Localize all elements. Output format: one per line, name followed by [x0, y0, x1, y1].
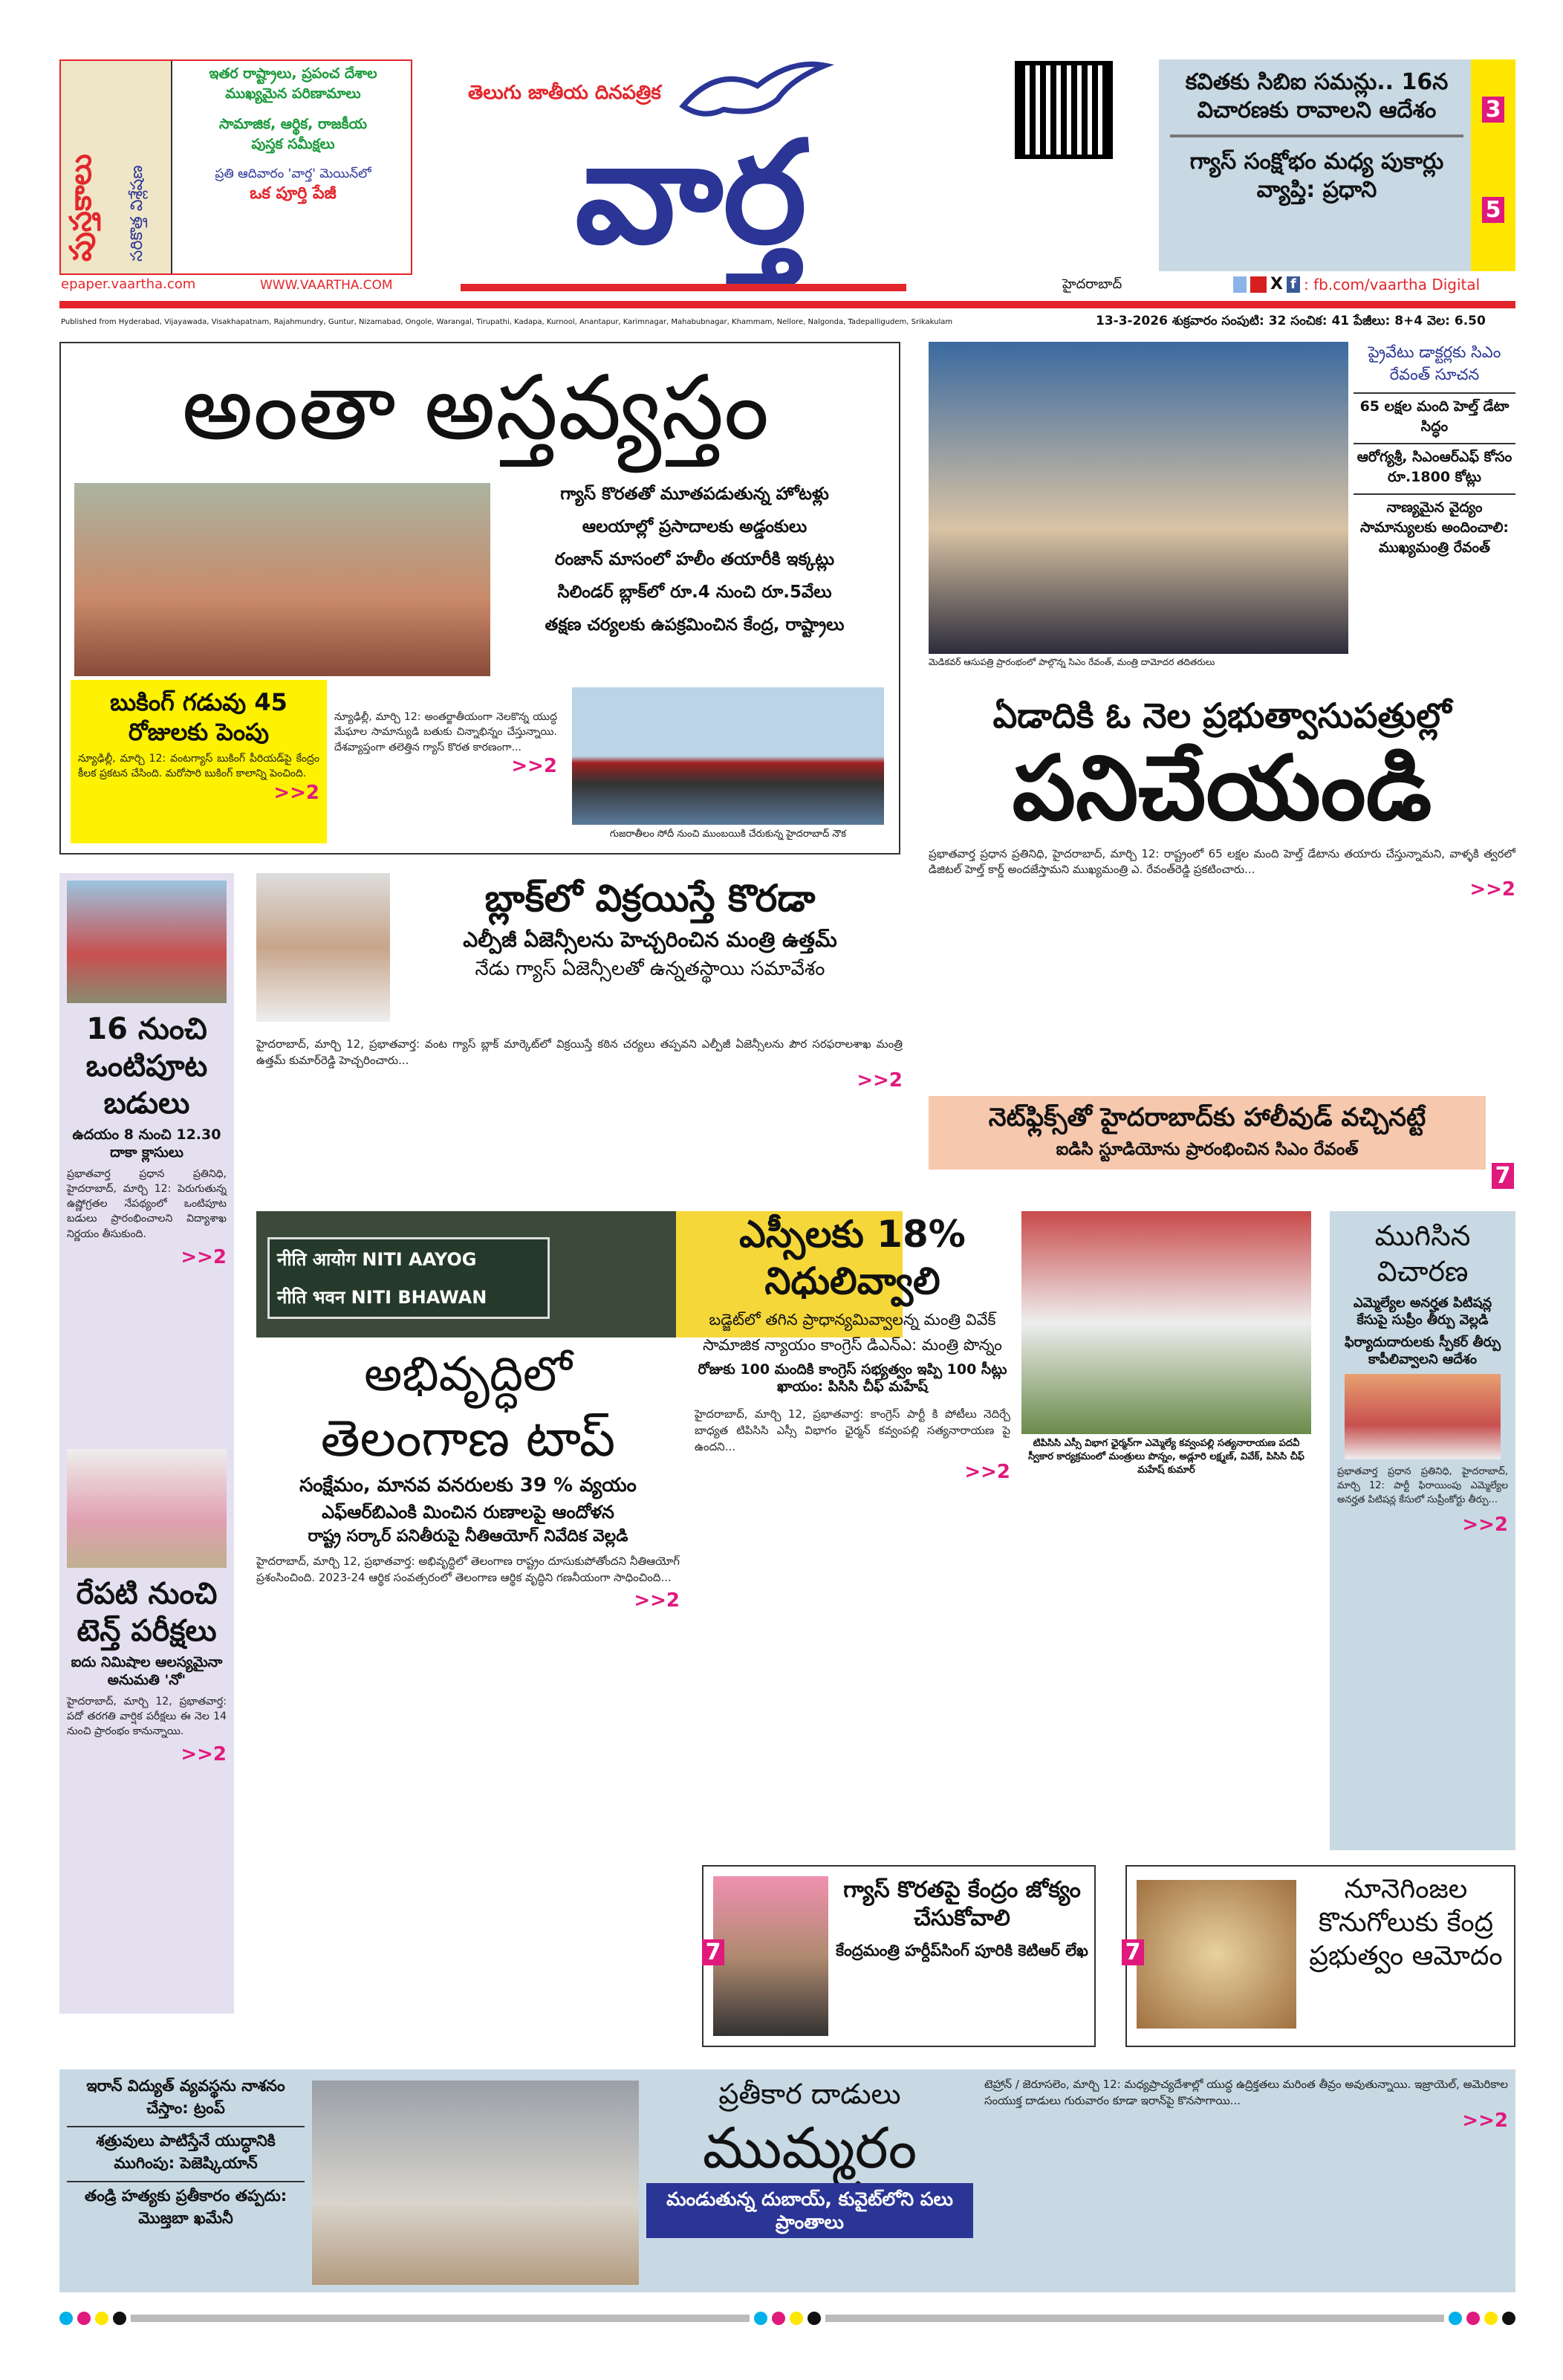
cm-side-item: 65 లక్షల మంది హెల్త్ డేటా సిద్ధం — [1354, 398, 1515, 444]
youtube-icon[interactable] — [1250, 276, 1267, 293]
cm-photo — [929, 342, 1348, 654]
war-headline[interactable]: ముమ్మరం — [702, 2114, 917, 2181]
niti-more[interactable]: >>2 — [634, 1589, 680, 1612]
ship-caption: గుజరాతీలం సోదీ నుంచి ముంబయికి చేరుకున్న హైదరాబాద్ నౌక — [609, 829, 847, 840]
facebook-icon[interactable]: f — [1287, 276, 1300, 293]
ktr-photo — [713, 1876, 828, 2036]
grains-headline[interactable]: నూనెగింజల కొనుగోలుకు కేంద్ర ప్రభుత్వం ఆమోదం — [1309, 1874, 1503, 1971]
promo-line: సామాజిక, ఆర్థిక, రాజకీయ — [218, 116, 368, 132]
war-body: టెహ్రాన్ / జెరూసలెం, మార్చి 12: మధ్యప్రాచ్యదేశాల్లో యుద్ధ ఉద్రిక్తతలు మరింత తీవ్రం అవుతున్నాయి. ఇజ్రాయెల్, అమెరికాల సంయుక్త దాడులు గురువారం కూడా ఇరాన్‌పై కొనసాగాయి... — [984, 2078, 1508, 2107]
uttam-sub2: నేడు గ్యాస్ ఏజెన్సీలతో ఉన్నతస్థాయి సమావేశం — [475, 957, 825, 980]
lead-headline[interactable]: అంతా అస్తవ్యస్తం — [181, 357, 770, 460]
cm-side-item: నాణ్యమైన వైద్యం సామాన్యులకు అందించాలి: ముఖ్యమంత్రి రేవంత్ — [1360, 499, 1509, 556]
war-photo — [312, 2081, 639, 2285]
sc-sub2: సామాజిక న్యాయం కాంగ్రెస్ డిఎన్‌ఎ: మంత్రి పొన్నం — [703, 1336, 1002, 1355]
exam-headline[interactable]: రేపటి నుంచి టెన్త్ పరీక్షలు — [76, 1577, 218, 1648]
uttam-headline[interactable]: బ్లాక్‌లో విక్రయిస్తే కొరడా — [484, 877, 816, 920]
lead-bullet: తక్షణ చర్యలకు ఉపక్రమించిన కేంద్ర, రాష్ట్రాలు — [545, 615, 845, 635]
grains-photo — [1137, 1880, 1296, 2029]
logo-underline — [461, 284, 906, 291]
lead-bullet: రంజాన్ మాసంలో హలీం తయారీకి ఇక్కట్లు — [554, 550, 835, 569]
teaser-1-page: 3 — [1482, 97, 1504, 123]
exam-body: హైదరాబాద్, మార్చి 12, ప్రభాతవార్త: పదో తరగతి వార్షిక పరీక్షలు ఈ నెల 14 నుంచి ప్రారంభం కానున్నాయి. — [67, 1695, 227, 1738]
ktr-page: 7 — [702, 1939, 724, 1965]
netflix-page: 7 — [1492, 1163, 1514, 1189]
netflix-box — [929, 1096, 1486, 1170]
niti-sub2: ఎఫ్‌ఆర్‌బిఎంకి మించిన రుణాలపై ఆందోళన — [322, 1501, 614, 1523]
niti-sub3: రాష్ట్ర సర్కార్ పనితీరుపై నీతిఆయోగ్ నివేదిక వెల్లడి — [308, 1526, 628, 1546]
sc-body: హైదరాబాద్, మార్చి 12, ప్రభాతవార్త: కాంగ్రెస్ పార్టీ కి పోటీలు నెదిర్చే బాధ్యత టిపిసిసి ఎస్సీ విభాగం ఛైర్మన్ కవ్వంపల్లి సత్యనారాయణ పై ఉందని... — [695, 1407, 1010, 1453]
booking-box — [71, 680, 327, 843]
masthead-city: హైదరాబాద్ — [1062, 276, 1122, 292]
sc-more[interactable]: >>2 — [964, 1461, 1010, 1484]
promo-box — [59, 59, 412, 275]
sc-headline[interactable]: ఎస్సీలకు 18% నిధులివ్వాలి — [739, 1213, 966, 1303]
grains-page: 7 — [1122, 1939, 1144, 1965]
promo-sub: సరికొత్త విశ్లేషణ — [128, 165, 146, 262]
teaser-2[interactable]: గ్యాస్ సంక్షోభం మధ్య పుకార్లు వ్యాప్తి: ప్రధాని — [1189, 149, 1444, 203]
uttam-photo — [256, 873, 390, 1022]
school-body: ప్రభాతవార్త ప్రధాన ప్రతినిధి, హైదరాబాద్, మార్చి 12: పెరుగుతున్న ఉష్ణోగ్రతల నేపథ్యంలో ఒంటిపూట బడులు ప్రారంభించాలని విద్యాశాఖ నిర్ణయం తీసుకుంది. — [67, 1167, 227, 1240]
inquiry-headline[interactable]: ముగిసిన విచారణ — [1374, 1219, 1471, 1288]
niti-sign-2: नीति भवन NITI BHAWAN — [277, 1287, 487, 1308]
teaser-1[interactable]: కవితకు సిబిఐ సమన్లు.. 16న విచారణకు రావాలని ఆదేశం — [1185, 69, 1449, 123]
lead-photo-ship — [572, 687, 884, 825]
booking-more[interactable]: >>2 — [273, 781, 319, 804]
promo-line: పుస్తక సమీక్షలు — [251, 136, 335, 152]
booking-headline[interactable]: బుకింగ్ గడువు 45 రోజులకు పెంపు — [110, 688, 287, 746]
color-registration-marks — [59, 2311, 1515, 2326]
x-icon[interactable]: X — [1270, 275, 1283, 294]
niti-body: హైదరాబాద్, మార్చి 12, ప్రభాతవార్త: అభివృద్ధిలో తెలంగాణ రాష్ట్రం దూసుకుపోతోందని నీతిఆయోగ్ ప్రశంసించింది. 2023-24 ఆర్థిక సంవత్సరంలో తెలంగాణ ఆర్థిక వృద్ధిని గణనీయంగా సాధించింది... — [256, 1554, 680, 1584]
masthead-tagline: తెలుగు జాతీయ దినపత్రిక — [468, 82, 661, 104]
inquiry-sub2: ఫిర్యాదుదారులకు స్పీకర్ తీర్పు కాపీలివ్వాలని ఆదేశం — [1344, 1335, 1501, 1367]
niti-headline[interactable]: తెలంగాణ టాప్ — [320, 1410, 616, 1468]
niti-sign-1: नीति आयोग NITI AAYOG — [277, 1249, 477, 1270]
promo-line: ఇతర రాష్ట్రాలు, ప్రపంచ దేశాల — [209, 65, 377, 82]
cm-caption: మెడికవర్ ఆసుపత్రి ప్రారంభంలో పాల్గొన్న సిఎం రేవంత్, మంత్రి దామోదర తదితరులు — [929, 657, 1215, 667]
website-link[interactable]: WWW.VAARTHA.COM — [260, 278, 393, 293]
sc-photo — [1021, 1211, 1311, 1434]
niti-sub1: సంక్షేమం, మానవ వనరులకు 39 % వ్యయం — [299, 1474, 637, 1497]
niti-kicker[interactable]: అభివృద్ధిలో — [364, 1347, 572, 1402]
sc-sub1: బడ్జెట్‌లో తగిన ప్రాధాన్యమివ్వాలన్న మంత్రి వివేక్ — [709, 1311, 996, 1329]
school-headline[interactable]: 16 నుంచి ఒంటిపూట బడులు — [85, 1012, 208, 1121]
social-handle[interactable]: : fb.com/vaartha Digital — [1303, 275, 1481, 294]
school-more[interactable]: >>2 — [181, 1245, 227, 1268]
qr-code[interactable] — [1019, 65, 1108, 155]
sc-caption: టిపిసిసి ఎస్సీ విభాగ ఛైర్మన్‌గా ఎమ్మెల్యే కవ్వంపల్లి సత్యనారాయణ పదవీ స్వీకార కార్యక్రమంలో మంత్రులు పొన్నం, అడ్లూరి లక్ష్మణ్, వివేక్, పిసిసి చీఫ్ మహేష్ కుమార్ — [1028, 1438, 1304, 1476]
booking-body: న్యూఢిల్లీ, మార్చి 12: వంటగ్యాస్ బుకింగ్ పీరియడ్‌పై కేంద్రం కీలక ప్రకటన చేసింది. మరోసారి బుకింగ్ కాలాన్ని పెంచింది. — [78, 753, 319, 780]
lead-bullet: గ్యాస్ కొరతతో మూతపడుతున్న హోటళ్లు — [560, 484, 829, 504]
cm-kicker[interactable]: ఏడాదికి ఓ నెల ప్రభుత్వాసుపత్రుల్లో — [992, 695, 1452, 736]
promo-title: పుస్తకాలు — [64, 154, 98, 262]
promo-line: ముఖ్యమైన పరిణామాలు — [225, 85, 361, 102]
promo-highlight: ఒక పూర్తి పేజీ — [250, 184, 337, 203]
supreme-court-photo — [1345, 1374, 1501, 1459]
cm-headline[interactable]: పనిచేయండి — [1012, 736, 1432, 840]
war-sub: మండుతున్న దుబాయ్, కువైట్‌లోని పలు ప్రాంతాలు — [646, 2183, 973, 2239]
uttam-body: హైదరాబాద్, మార్చి 12, ప్రభాతవార్త: వంట గ్యాస్ బ్లాక్ మార్కెట్‌లో విక్రయిస్తే కఠిన చర్యలు తప్పవని ఎల్పీజీ ఏజెన్సీలను పౌర సరఫరాలశాఖ మంత్రి ఉత్తమ్ కుమార్‌రెడ్డి హెచ్చరించారు... — [256, 1037, 903, 1067]
exam-sub: ఐదు నిమిషాల ఆలస్యమైనా అనుమతి 'నో' — [71, 1654, 223, 1688]
ktr-sub: కేంద్రమంత్రి హర్దీప్‌సింగ్ పూరికి కెటిఆర్ లేఖ — [836, 1942, 1088, 1959]
ktr-headline[interactable]: గ్యాస్ కొరతపై కేంద్రం జోక్యం చేసుకోవాలి — [843, 1877, 1081, 1931]
inquiry-body: ప్రభాతవార్త ప్రధాన ప్రతినిధి, హైదరాబాద్, మార్చి 12: పార్టీ ఫిరాయింపు ఎమ్మెల్యేల అనర్హత పిటిషన్ల కేసులో సుప్రీంకోర్టు తీర్పు... — [1337, 1466, 1508, 1505]
lead-body: న్యూఢిల్లీ, మార్చి 12: అంతర్జాతీయంగా నెలకొన్న యుద్ధ మేఘాల సామాన్యుడి బతుకు చిన్నాభిన్నం చేస్తున్నాయి. దేశవ్యాప్తంగా తలెత్తిన గ్యాస్ కొరత కారణంగా... — [334, 711, 557, 753]
teaser-2-page: 5 — [1482, 197, 1504, 223]
exam-photo — [67, 1449, 227, 1568]
school-photo — [67, 881, 227, 1003]
cm-more[interactable]: >>2 — [1469, 878, 1515, 901]
uttam-more[interactable]: >>2 — [857, 1069, 903, 1092]
netflix-headline[interactable]: నెట్‌ఫ్లిక్స్‌తో హైదరాబాద్‌కు హాలీవుడ్ వచ్చినట్టే — [988, 1103, 1426, 1132]
war-item: తండ్రి హత్యకు ప్రతీకారం తప్పదు: మొజ్తబా ఖమేనీ — [84, 2187, 287, 2227]
school-sub: ఉదయం 8 నుంచి 12.30 దాకా క్లాసులు — [72, 1126, 221, 1161]
google-news-icon[interactable] — [1233, 276, 1247, 293]
uttam-sub1: ఎల్పీజీ ఏజెన్సీలను హెచ్చరించిన మంత్రి ఉత్తమ్ — [463, 927, 837, 952]
published-from: Published from Hyderabad, Vijayawada, Visakhapatnam, Rajahmundry, Guntur, Nizamabad, Ongole, Warangal, Tirupathi, Kadapa, Kurnool, Anantapur, Karimnagar, Mahabubnagar, Khammam, Nellore, Nalgonda, Tadepalligudem, Srikakulam — [61, 318, 953, 326]
netflix-sub: ఐడిసి స్టూడియోను ప్రారంభించిన సిఎం రేవంత్ — [1056, 1139, 1359, 1159]
inquiry-more[interactable]: >>2 — [1462, 1513, 1508, 1536]
lead-photo-cylinders — [74, 483, 490, 676]
header-rule — [59, 301, 1515, 308]
cm-body: ప్రభాతవార్త ప్రధాన ప్రతినిధి, హైదరాబాద్, మార్చి 12: రాష్ట్రంలో 65 లక్షల మంది హెల్త్ డేటాను తయారు చేస్తున్నామని, వాళ్ళకి త్వరలో డిజిటల్ హెల్త్ కార్డ్ అందజేస్తామని ముఖ్యమంత్రి ఎ. రేవంత్‌రెడ్డి ప్రకటించారు... — [929, 846, 1515, 877]
exam-more[interactable]: >>2 — [181, 1743, 227, 1766]
inquiry-sub1: ఎమ్మెల్యేల అనర్హత పిటిషన్ల కేసుపై సుప్రీం తీర్పు వెల్లడి — [1353, 1295, 1492, 1328]
war-item: ఇరాన్ విద్యుత్ వ్యవస్థను నాశనం చేస్తాం: ట్రంప్ — [67, 2077, 305, 2127]
war-more[interactable]: >>2 — [1462, 2109, 1508, 2132]
masthead-logo: వార్త — [575, 111, 807, 275]
lead-bullet: ఆలయాల్లో ప్రసాదాలకు అడ్డంకులు — [582, 517, 808, 536]
promo-line: ప్రతి ఆదివారం 'వార్త' మెయిన్‌లో — [215, 166, 371, 181]
epaper-link[interactable]: epaper.vaartha.com — [61, 276, 196, 292]
cm-side-item: ఆరోగ్యశ్రీ, సిఎంఆర్‌ఎఫ్ కోసం రూ.1800 కోట్లు — [1354, 449, 1515, 495]
sc-sub3: రోజుకు 100 మందికి కాంగ్రెస్ సభ్యత్వం ఇప్పి 100 సీట్లు ఖాయం: పిసిసి చీఫ్ మహేష్ — [698, 1361, 1007, 1395]
cm-side-item: ప్రైవేటు డాక్టర్లకు సిఎం రేవంత్ సూచన — [1354, 343, 1515, 394]
lead-bullet: సిలిండర్ బ్లాక్‌లో రూ.4 నుంచి రూ.5వేలు — [557, 583, 832, 602]
war-kicker[interactable]: ప్రతీకార దాడులు — [718, 2078, 901, 2110]
lead-more[interactable]: >>2 — [511, 754, 557, 777]
war-item: శత్రువులు పాటిస్తేనే యుద్ధానికి ముగింపు: పెజెష్కియాన్ — [67, 2132, 305, 2182]
issue-info: 13-3-2026 శుక్రవారం సంపుటి: 32 సంచిక: 41 పేజీలు: 8+4 వెల: 6.50 — [1096, 314, 1486, 328]
